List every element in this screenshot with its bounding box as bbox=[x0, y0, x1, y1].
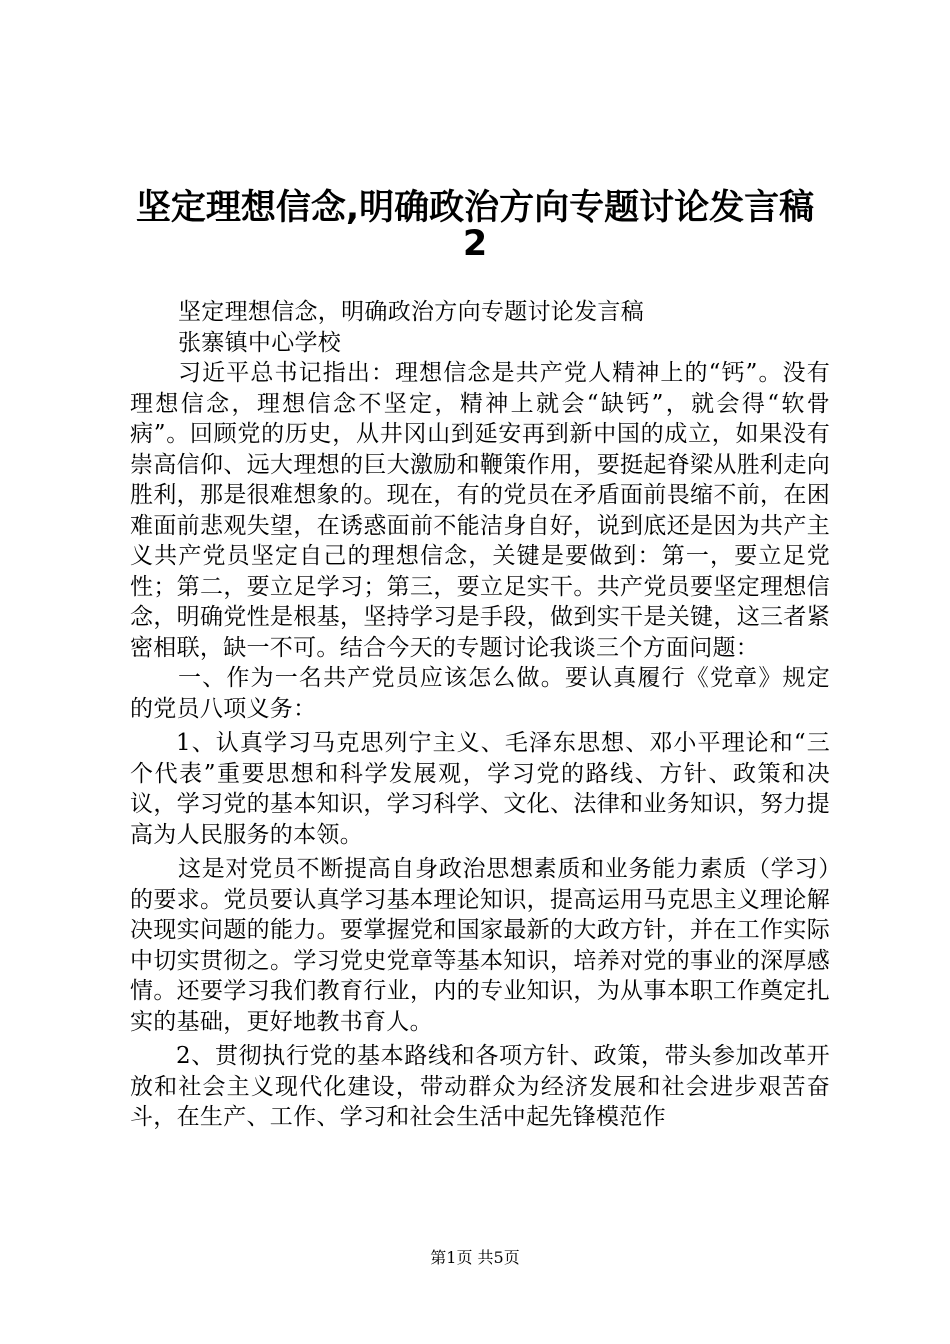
document-title-number: 2 bbox=[462, 224, 488, 264]
document-body bbox=[130, 297, 830, 1133]
paragraph-section-one: 一、作为一名共产党员应该怎么做。要认真履行《党章》规定的党员八项义务： bbox=[130, 665, 830, 722]
document-author: 张寨镇中心学校 bbox=[178, 329, 342, 356]
document-title: 坚定理想信念,明确政治方向专题讨论发言稿 bbox=[135, 188, 815, 228]
paragraph-item-one-explanation: 这是对党员不断提高自身政治思想素质和业务能力素质（学习）的要求。党员要认真学习基本理论知识，提高运用马克思主义理论解决现实问题的能力。要掌握党和国家最新的大政方针，并在工作实际中切实贯彻之。学习党史党章等基本知识，培养对党的事业的深厚感情。还要学习我们教育行业，内的专业知识，为从事本职工作奠定扎实的基础，更好地教书育人。 bbox=[130, 856, 830, 1035]
document-subtitle: 坚定理想信念，明确政治方向专题讨论发言稿 bbox=[178, 299, 644, 325]
page-footer: 第1页 共5页 bbox=[430, 1248, 520, 1267]
paragraph-intro: 习近平总书记指出：理想信念是共产党人精神上的“钙”。没有理想信念，理想信念不坚定，精神上就会“缺钙”，就会得“软骨病”。回顾党的历史，从井冈山到延安再到新中国的成立，如果没有崇高信仰、远大理想的巨大激励和鞭策作用，要挺起脊梁从胜利走向胜利，那是很难想象的。现在，有的党员在矛盾面前畏缩不前，在困难面前悲观失望，在诱惑面前不能洁身自好，说到底还是因为共产主义共产党员坚定自己的理想信念，关键是要做到：第一，要立足党性；第二，要立足学习；第三，要立足实干。共产党员要坚定理想信念，明确党性是根基，坚持学习是手段，做到实干是关键，这三者紧密相联，缺一不可。结合今天的专题讨论我谈三个方面问题： bbox=[130, 360, 830, 661]
paragraph-item-one: 1、认真学习马克思列宁主义、毛泽东思想、邓小平理论和“三个代表”重要思想和科学发展观，学习党的路线、方针、政策和决议，学习党的基本知识，学习科学、文化、法律和业务知识，努力提高为人民服务的本领。 bbox=[130, 730, 830, 848]
paragraph-item-two: 2、贯彻执行党的基本路线和各项方针、政策，带头参加改革开放和社会主义现代化建设，带动群众为经济发展和社会进步艰苦奋斗，在生产、工作、学习和社会生活中起先锋模范作 bbox=[130, 1043, 830, 1130]
